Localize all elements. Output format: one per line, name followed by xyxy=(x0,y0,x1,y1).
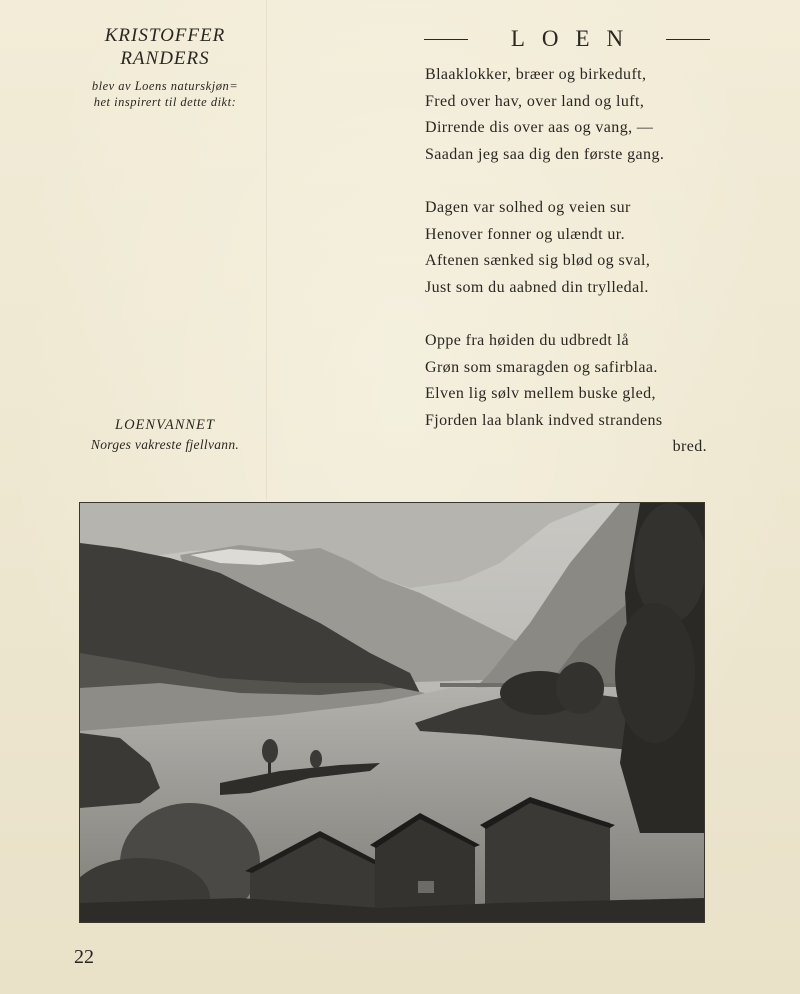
poem-line: Just som du aabned din trylledal. xyxy=(425,278,649,296)
author-intro-line1: blev av Loens naturskjøn= xyxy=(91,79,239,93)
photo-caption xyxy=(40,416,290,454)
poem-body xyxy=(425,62,715,488)
caption-title: LOENVANNET xyxy=(115,417,215,433)
title-rule-left xyxy=(424,39,468,40)
poem-line: Dirrende dis over aas og vang, — xyxy=(425,119,654,136)
poem-line: Dagen var solhed og veien sur xyxy=(425,199,631,216)
author-block xyxy=(50,24,280,110)
stanza-1 xyxy=(425,62,715,168)
poem-line: bred. xyxy=(672,438,707,455)
stanza-2 xyxy=(425,195,715,301)
poem-line: Elven lig sølv mellem buske gled, xyxy=(425,385,656,402)
author-intro xyxy=(50,78,280,110)
page-number: 22 xyxy=(74,946,94,968)
author-name-line2: RANDERS xyxy=(120,48,210,69)
poem-line: Henover fonner og ulændt ur. xyxy=(425,225,626,243)
poem-title-text: LOEN xyxy=(510,26,641,51)
lake-photo-drawing xyxy=(80,503,704,922)
author-name-line1: KRISTOFFER xyxy=(104,25,226,46)
lake-photograph xyxy=(79,502,705,923)
poem-line: Grøn som smaragden og safirblaa. xyxy=(425,358,658,376)
poem-line: Fred over hav, over land og luft, xyxy=(425,92,645,110)
author-intro-line2: het inspirert til dette dikt: xyxy=(93,95,237,109)
poem-line: Saadan jeg saa dig den første gang. xyxy=(425,145,665,163)
poem-title xyxy=(424,24,710,54)
poem-line: Blaaklokker, bræer og birkeduft, xyxy=(425,66,647,83)
poem-line: Aftenen sænked sig blød og sval, xyxy=(425,252,651,269)
stanza-3 xyxy=(425,328,715,461)
caption-subtitle: Norges vakreste fjellvann. xyxy=(90,437,240,452)
title-rule-right xyxy=(666,39,710,40)
poem-line: Fjorden laa blank indved strandens xyxy=(425,411,663,429)
poem-line: Oppe fra høiden du udbredt lå xyxy=(425,332,629,349)
